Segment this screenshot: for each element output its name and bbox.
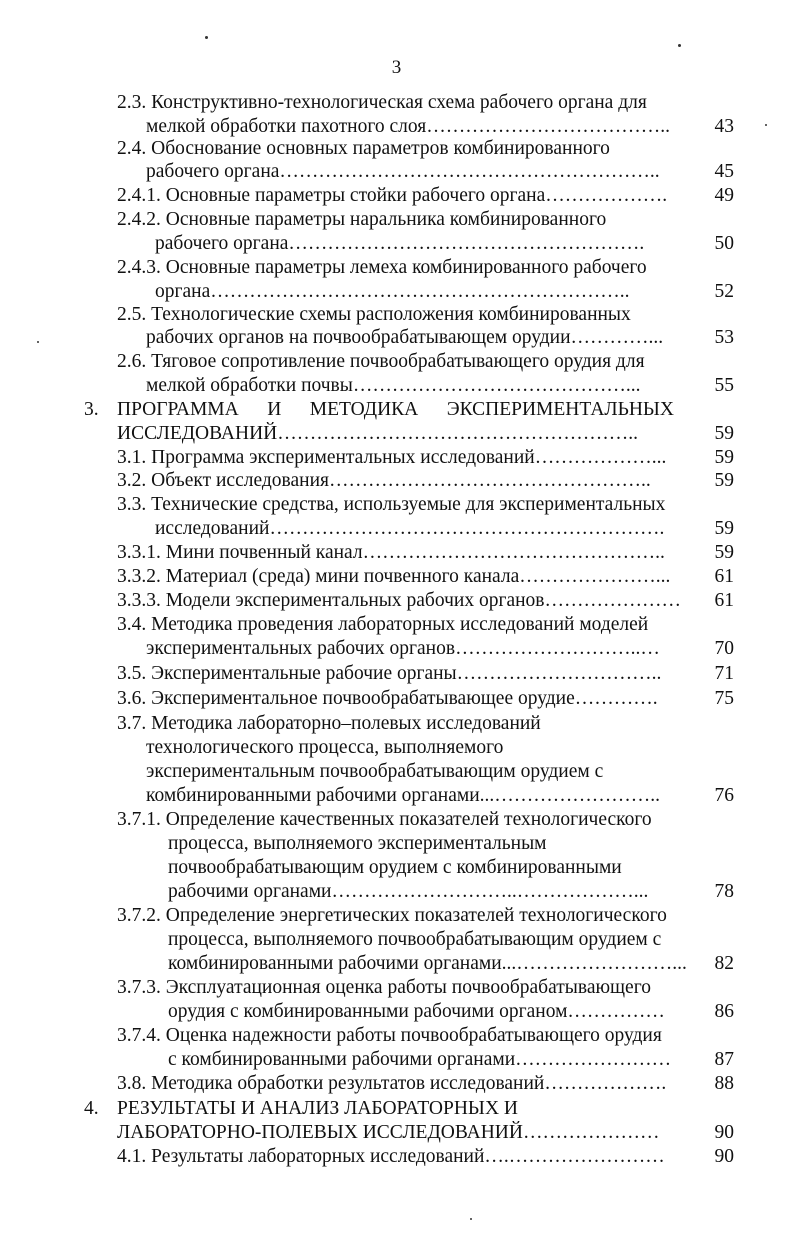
toc-entry-3-7-3-page: 86 xyxy=(714,1001,734,1022)
scan-speck xyxy=(37,341,39,343)
toc-entry-3-7-2-line-2: процесса, выполняемого почвообрабатывающим орудием с xyxy=(168,929,662,950)
toc-entry-2-3-page: 43 xyxy=(714,116,734,137)
toc-entry-2-4-page: 45 xyxy=(714,161,734,182)
toc-entry-3-3-1-page: 59 xyxy=(714,542,734,563)
toc-entry-2-4-2-line-1: 2.4.2. Основные параметры наральника комбинированного xyxy=(117,209,607,230)
toc-entry-4-1-line-1: 4.1. Результаты лабораторных исследований….…………………… xyxy=(117,1146,665,1167)
toc-entry-2-4-2-line-2: рабочего органа………………………………………………. xyxy=(155,233,645,254)
toc-entry-3-7-4-line-1: 3.7.4. Оценка надежности работы почвообрабатывающего орудия xyxy=(117,1025,662,1046)
toc-entry-2-6-line-1: 2.6. Тяговое сопротивление почвообрабатывающего орудия для xyxy=(117,351,645,372)
toc-entry-3-3-2-line-1: 3.3.2. Материал (среда) мини почвенного канала…………………... xyxy=(117,566,671,587)
toc-entry-2-5-line-2: рабочих органов на почвообрабатывающем орудии…………... xyxy=(146,327,664,348)
toc-entry-3-2-line-1: 3.2. Объект исследования………………………………………….. xyxy=(117,470,651,491)
toc-entry-3-3-3-page: 61 xyxy=(714,590,734,611)
toc-entry-3-7-1-line-3: почвообрабатывающим орудием с комбинированными xyxy=(168,857,622,878)
toc-entry-3-8-line-1: 3.8. Методика обработки результатов исследований………………. xyxy=(117,1073,667,1094)
toc-entry-4-1-page: 90 xyxy=(714,1146,734,1167)
toc-entry-3-4-line-2: экспериментальных рабочих органов………………………..… xyxy=(146,638,660,659)
toc-entry-2-4-3-line-1: 2.4.3. Основные параметры лемеха комбинированного рабочего xyxy=(117,257,647,278)
toc-entry-2-5-page: 53 xyxy=(714,327,734,348)
toc-entry-2-4-1-line-1: 2.4.1. Основные параметры стойки рабочего органа………………. xyxy=(117,185,668,206)
toc-entry-3-3-2-page: 61 xyxy=(714,566,734,587)
toc-entry-3-1-page: 59 xyxy=(714,447,734,468)
toc-entry-3-7-page: 76 xyxy=(714,785,734,806)
toc-entry-3-7-2-line-3: комбинированными рабочими органами...……………………... xyxy=(168,953,687,974)
toc-entry-2-4-1-page: 49 xyxy=(714,185,734,206)
toc-entry-3-8-page: 88 xyxy=(714,1073,734,1094)
toc-entry-3-4-line-1: 3.4. Методика проведения лабораторных исследований моделей xyxy=(117,614,649,635)
toc-chapter-3-number: 3. xyxy=(84,399,99,420)
toc-entry-2-4-2-page: 50 xyxy=(714,233,734,254)
toc-entry-2-4-3-page: 52 xyxy=(714,281,734,302)
toc-entry-2-4-line-1: 2.4. Обоснование основных параметров комбинированного xyxy=(117,138,610,159)
scan-speck xyxy=(205,36,208,39)
toc-chapter-4-line-2: ЛАБОРАТОРНО-ПОЛЕВЫХ ИССЛЕДОВАНИЙ………………… xyxy=(117,1122,660,1143)
toc-entry-3-7-1-line-2: процесса, выполняемого экспериментальным xyxy=(168,833,547,854)
toc-entry-3-7-3-line-2: орудия с комбинированными рабочими органом…………… xyxy=(168,1001,665,1022)
toc-entry-3-4-page: 70 xyxy=(714,638,734,659)
toc-entry-3-3-1-line-1: 3.3.1. Мини почвенный канал……………………………………….. xyxy=(117,542,665,563)
toc-entry-3-3-page: 59 xyxy=(714,518,734,539)
page-number: 3 xyxy=(391,57,402,78)
toc-entry-3-7-line-2: технологического процесса, выполняемого xyxy=(146,737,504,758)
toc-entry-2-6-page: 55 xyxy=(714,375,734,396)
toc-entry-3-7-1-line-4: рабочими органами………………………..………………... xyxy=(168,881,649,902)
toc-entry-3-7-4-line-2: с комбинированными рабочими органами…………………… xyxy=(168,1049,672,1070)
toc-entry-2-6-line-2: мелкой обработки почвы……………………………………... xyxy=(146,375,641,396)
toc-chapter-3-page: 59 xyxy=(714,423,734,444)
toc-entry-3-2-page: 59 xyxy=(714,470,734,491)
toc-chapter-4-number: 4. xyxy=(84,1098,99,1119)
toc-entry-2-4-3-line-2: органа……………………………………………………….. xyxy=(155,281,630,302)
toc-entry-3-3-line-2: исследований……………………………………………………. xyxy=(155,518,665,539)
toc-entry-3-7-line-1: 3.7. Методика лабораторно–полевых исследований xyxy=(117,713,541,734)
toc-chapter-4-page: 90 xyxy=(714,1122,734,1143)
toc-entry-3-5-page: 71 xyxy=(714,663,734,684)
scan-speck xyxy=(470,1218,472,1220)
toc-chapter-4-line-1: РЕЗУЛЬТАТЫ И АНАЛИЗ ЛАБОРАТОРНЫХ И xyxy=(117,1098,518,1119)
scan-speck xyxy=(678,44,681,47)
toc-entry-2-4-line-2: рабочего органа………………………………………………….. xyxy=(146,161,660,182)
toc-entry-3-7-4-page: 87 xyxy=(714,1049,734,1070)
toc-entry-3-7-2-page: 82 xyxy=(714,953,734,974)
toc-entry-3-7-1-page: 78 xyxy=(714,881,734,902)
toc-chapter-3-line-1: ПРОГРАММА И МЕТОДИКА ЭКСПЕРИМЕНТАЛЬНЫХ xyxy=(117,399,674,420)
toc-entry-3-3-line-1: 3.3. Технические средства, используемые для экспериментальных xyxy=(117,494,666,515)
toc-entry-2-3-line-2: мелкой обработки пахотного слоя……………………………….. xyxy=(146,116,670,137)
toc-entry-3-3-3-line-1: 3.3.3. Модели экспериментальных рабочих органов………………… xyxy=(117,590,681,611)
toc-entry-3-7-line-4: комбинированными рабочими органами...…………………….. xyxy=(146,785,661,806)
toc-chapter-3-line-2: ИССЛЕДОВАНИЙ……………………………………………….. xyxy=(117,423,638,444)
toc-entry-3-7-2-line-1: 3.7.2. Определение энергетических показателей технологического xyxy=(117,905,667,926)
toc-entry-3-7-1-line-1: 3.7.1. Определение качественных показателей технологического xyxy=(117,809,652,830)
toc-entry-3-6-line-1: 3.6. Экспериментальное почвообрабатывающее орудие…………. xyxy=(117,688,658,709)
scan-speck xyxy=(765,124,767,126)
toc-entry-3-6-page: 75 xyxy=(714,688,734,709)
toc-entry-3-5-line-1: 3.5. Экспериментальные рабочие органы………………………….. xyxy=(117,663,662,684)
toc-entry-3-7-3-line-1: 3.7.3. Эксплуатационная оценка работы почвообрабатывающего xyxy=(117,977,651,998)
toc-entry-2-5-line-1: 2.5. Технологические схемы расположения комбинированных xyxy=(117,304,631,325)
toc-entry-2-3-line-1: 2.3. Конструктивно-технологическая схема рабочего органа для xyxy=(117,92,647,113)
toc-entry-3-1-line-1: 3.1. Программа экспериментальных исследований………………... xyxy=(117,447,667,468)
toc-entry-3-7-line-3: экспериментальным почвообрабатывающим орудием с xyxy=(146,761,604,782)
